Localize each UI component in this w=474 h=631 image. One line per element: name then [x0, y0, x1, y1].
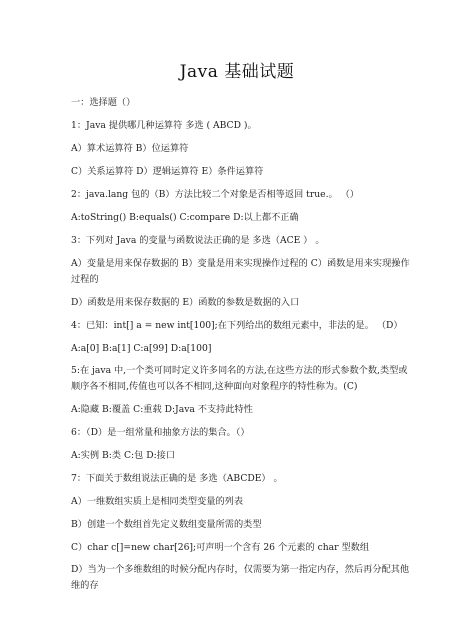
question-5-options: A:隐藏 B:覆盖 C:重载 D:Java 不支持此特性	[71, 404, 253, 415]
question-7: 7：下面关于数组说法正确的是 多选（ABCDE） 。	[71, 473, 283, 484]
question-7-option-b: B）创建一个数组首先定义数组变量所需的类型	[71, 519, 262, 530]
question-2-options: A:toString() B:equals() C:compare D:以上都不正确	[71, 212, 299, 223]
question-3-options-b: D）函数是用来保存数据的 E）函数的参数是数据的入口	[71, 297, 300, 308]
question-4-options: A:a[0] B:a[1] C:a[99] D:a[100]	[71, 343, 212, 354]
question-7-option-d: D）当为一个多维数组的时候分配内存时，仅需要为第一指定内存，然后再分配其他维的存	[71, 564, 410, 591]
question-3-options-a: A）变量是用来保存数据的 B）变量是用来实现操作过程的 C）函数是用来实现操作过程的	[71, 258, 410, 285]
question-2: 2：java.lang 包的（B）方法比较二个对象是否相等返回 true.。 （）	[71, 189, 359, 200]
question-6-options: A:实例 B:类 C:包 D:接口	[71, 450, 176, 461]
question-1: 1：Java 提供哪几种运算符 多选 ( ABCD )。	[71, 120, 257, 131]
question-6: 6：（D）是一组常量和抽象方法的集合。（）	[71, 427, 250, 438]
document-title: Java 基础试题	[179, 62, 295, 82]
question-1-options-b: C）关系运算符 D）逻辑运算符 E）条件运算符	[71, 166, 264, 177]
question-1-options-a: A）算术运算符 B）位运算符	[71, 143, 189, 154]
section-heading: 一：选择题（）	[71, 97, 136, 108]
question-3: 3：下列对 Java 的变量与函数说法正确的是 多选（ACE ） 。	[71, 235, 325, 246]
question-7-option-c: C）char c[]=new char[26];可声明一个含有 26 个元素的 char 型数组	[71, 542, 370, 553]
question-4: 4：已知：int[] a = new int[100];在下列给出的数组元素中，非法的是。 （D）	[71, 320, 403, 331]
question-7-option-a: A）一维数组实质上是相同类型变量的列表	[71, 496, 244, 507]
question-5: 5:在 java 中,一个类可同时定义许多同名的方法,在这些方法的形式参数个数,类型或顺序各不相同,传值也可以各不相同,这种面向对象程序的特性称为。(C)	[71, 365, 408, 392]
